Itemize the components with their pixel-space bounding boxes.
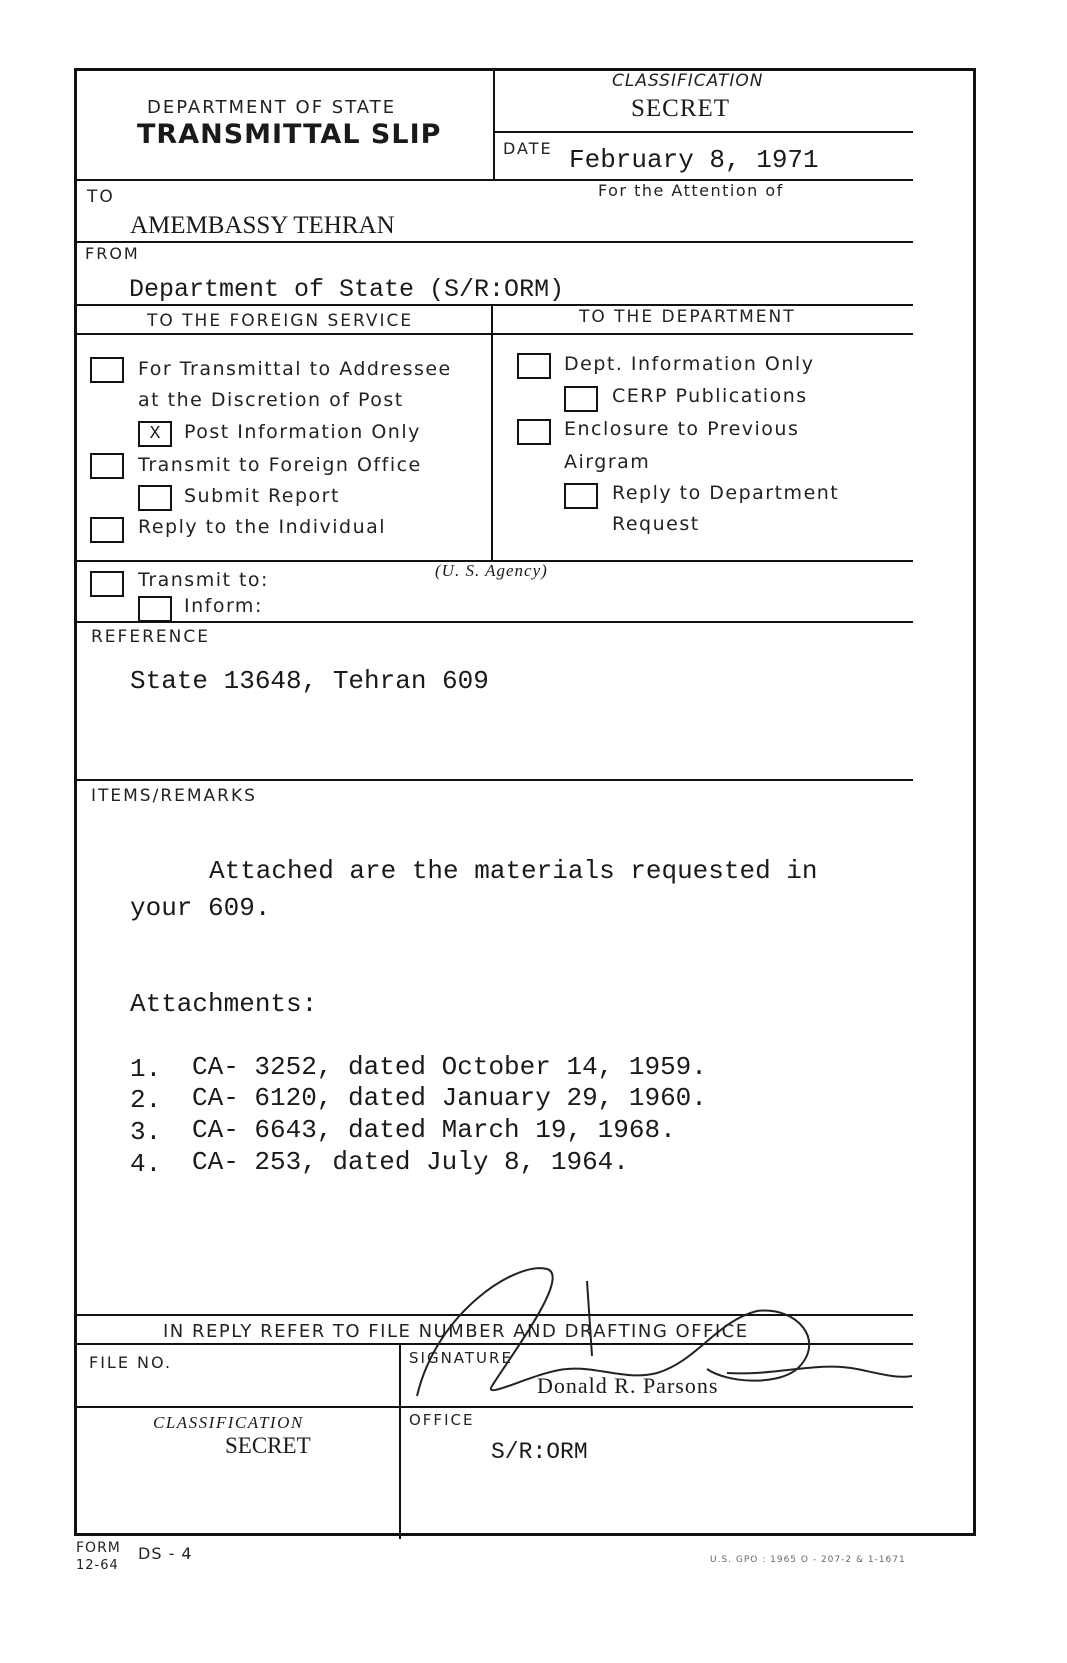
attention-label: For the Attention of: [598, 181, 784, 200]
attachment-number: 4.: [130, 1149, 162, 1179]
checkbox-enclosure-previous[interactable]: [517, 419, 551, 445]
remarks-label: ITEMS/REMARKS: [91, 786, 257, 806]
option-request: Request: [612, 513, 700, 535]
transmit-to-label: Transmit to:: [138, 569, 269, 591]
to-label: TO: [87, 187, 115, 207]
signature-name: Donald R. Parsons: [537, 1373, 719, 1398]
option-post-information: Post Information Only: [184, 421, 421, 443]
checkbox-for-transmittal[interactable]: [90, 357, 124, 383]
from-label: FROM: [85, 244, 140, 263]
option-cerp-publications: CERP Publications: [612, 385, 808, 407]
remarks-line-2: your 609.: [130, 893, 271, 923]
checkbox-dept-information[interactable]: [517, 353, 551, 379]
attachments-heading: Attachments:: [130, 989, 318, 1019]
option-reply-department: Reply to Department: [612, 482, 840, 504]
footer-classification-value: SECRET: [225, 1433, 311, 1458]
option-submit-report: Submit Report: [184, 485, 340, 507]
attachment-item: CA- 6120, dated January 29, 1960.: [192, 1083, 707, 1113]
attachment-item: CA- 6643, dated March 19, 1968.: [192, 1115, 676, 1145]
from-value: Department of State (S/R:ORM): [129, 275, 565, 304]
option-airgram: Airgram: [564, 451, 651, 473]
checkbox-reply-department[interactable]: [564, 483, 598, 509]
checkbox-transmit-to[interactable]: [90, 571, 124, 597]
footer-classification-label: CLASSIFICATION: [153, 1413, 304, 1432]
option-for-transmittal: For Transmittal to Addressee: [138, 358, 452, 380]
attachment-number: 1.: [130, 1054, 162, 1084]
option-transmit-foreign-office: Transmit to Foreign Office: [138, 454, 422, 476]
department-section-heading: TO THE DEPARTMENT: [579, 307, 796, 327]
office-value: S/R:ORM: [491, 1439, 588, 1465]
reply-refer-heading: IN REPLY REFER TO FILE NUMBER AND DRAFTING OFFICE: [163, 1321, 749, 1342]
form-date: 12-64: [76, 1558, 119, 1573]
reference-value: State 13648, Tehran 609: [130, 666, 489, 696]
foreign-service-heading: TO THE FOREIGN SERVICE: [147, 311, 414, 331]
form-label: FORM: [76, 1540, 121, 1556]
department-heading: DEPARTMENT OF STATE: [147, 97, 397, 118]
signature-label: SIGNATURE: [409, 1349, 513, 1367]
to-value: AMEMBASSY TEHRAN: [130, 212, 395, 239]
option-reply-individual: Reply to the Individual: [138, 516, 387, 538]
date-label: DATE: [503, 139, 553, 158]
checkbox-cerp-publications[interactable]: [564, 386, 598, 412]
classification-label: CLASSIFICATION: [612, 71, 764, 91]
transmittal-slip-form: [74, 68, 976, 1536]
checkbox-submit-report[interactable]: [138, 485, 172, 511]
classification-value: SECRET: [631, 95, 731, 122]
option-enclosure-previous: Enclosure to Previous: [564, 418, 800, 440]
attachment-item: CA- 253, dated July 8, 1964.: [192, 1147, 629, 1177]
checkbox-inform[interactable]: [138, 596, 172, 622]
checkbox-post-information[interactable]: X: [138, 421, 172, 447]
form-title: TRANSMITTAL SLIP: [137, 119, 442, 150]
reference-label: REFERENCE: [91, 627, 210, 647]
office-label: OFFICE: [409, 1411, 475, 1429]
attachment-item: CA- 3252, dated October 14, 1959.: [192, 1052, 707, 1082]
checkbox-transmit-foreign-office[interactable]: [90, 453, 124, 479]
print-code: U.S. GPO : 1965 O - 207-2 & 1-1671: [710, 1555, 906, 1565]
attachment-number: 3.: [130, 1117, 162, 1147]
checkbox-reply-individual[interactable]: [90, 517, 124, 543]
option-discretion-of-post: at the Discretion of Post: [138, 389, 404, 411]
signature-scribble: [397, 1251, 917, 1411]
date-value: February 8, 1971: [569, 145, 819, 175]
inform-label: Inform:: [184, 595, 263, 617]
file-no-label: FILE NO.: [89, 1353, 173, 1372]
remarks-line-1: Attached are the materials requested in: [209, 856, 818, 886]
form-number: DS - 4: [138, 1544, 193, 1563]
option-dept-information: Dept. Information Only: [564, 353, 815, 375]
agency-label: (U. S. Agency): [435, 561, 548, 580]
attachment-number: 2.: [130, 1085, 162, 1115]
